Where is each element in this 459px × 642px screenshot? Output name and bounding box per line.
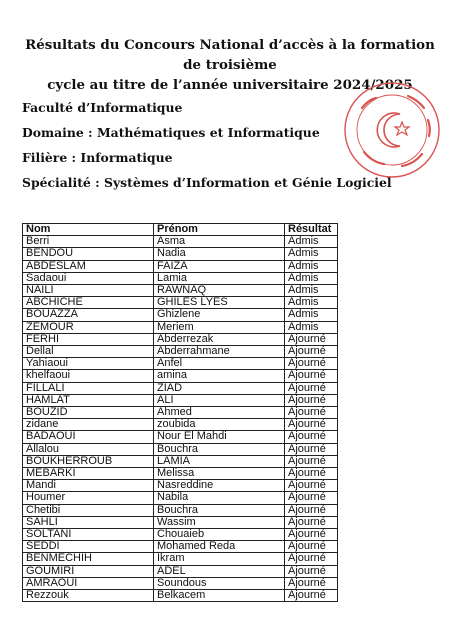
cell-resultat: Admis	[285, 248, 338, 260]
table-row	[23, 492, 338, 504]
cell-prenom: Bouchra	[154, 443, 285, 455]
cell-resultat: Ajourné	[285, 492, 338, 504]
table-row	[23, 590, 338, 602]
cell-resultat: Admis	[285, 272, 338, 284]
table-header-row	[23, 224, 338, 236]
cell-nom: Rezzouk	[23, 590, 154, 602]
cell-resultat: Ajourné	[285, 419, 338, 431]
cell-prenom: Nasreddine	[154, 480, 285, 492]
university-stamp	[342, 80, 442, 180]
table-row	[23, 468, 338, 480]
cell-nom: Dellal	[23, 346, 154, 358]
cell-resultat: Ajourné	[285, 468, 338, 480]
program-info	[22, 98, 392, 198]
cell-resultat: Ajourné	[285, 431, 338, 443]
cell-prenom: Nadia	[154, 248, 285, 260]
cell-resultat: Ajourné	[285, 529, 338, 541]
cell-nom: FERHI	[23, 333, 154, 345]
cell-prenom: Ikram	[154, 553, 285, 565]
cell-nom: ZEMOUR	[23, 321, 154, 333]
cell-prenom: FAIZA	[154, 260, 285, 272]
column-header-resultat: Résultat	[285, 224, 338, 236]
cell-prenom: Nour El Mahdi	[154, 431, 285, 443]
table-row	[23, 333, 338, 345]
cell-nom: GOUMIRI	[23, 565, 154, 577]
cell-prenom: Abderrezak	[154, 333, 285, 345]
cell-nom: BOUKHERROUB	[23, 455, 154, 467]
cell-resultat: Admis	[285, 285, 338, 297]
cell-prenom: zoubida	[154, 419, 285, 431]
cell-nom: zidane	[23, 419, 154, 431]
cell-resultat: Ajourné	[285, 382, 338, 394]
cell-prenom: Belkacem	[154, 590, 285, 602]
table-row	[23, 541, 338, 553]
cell-resultat: Ajourné	[285, 541, 338, 553]
table-row	[23, 419, 338, 431]
cell-prenom: RAWNAQ	[154, 285, 285, 297]
cell-nom: SAHLI	[23, 516, 154, 528]
table-row	[23, 431, 338, 443]
cell-resultat: Ajourné	[285, 516, 338, 528]
cell-resultat: Ajourné	[285, 504, 338, 516]
cell-resultat: Admis	[285, 297, 338, 309]
cell-nom: HAMLAT	[23, 394, 154, 406]
cell-prenom: ZIAD	[154, 382, 285, 394]
specialty-label: Spécialité : Systèmes d’Information et Génie Logiciel	[22, 175, 392, 190]
cell-nom: BENDOU	[23, 248, 154, 260]
cell-prenom: Asma	[154, 236, 285, 248]
cell-prenom: LAMIA	[154, 455, 285, 467]
cell-prenom: Nabila	[154, 492, 285, 504]
table-row	[23, 297, 338, 309]
cell-prenom: Chouaieb	[154, 529, 285, 541]
table-row	[23, 236, 338, 248]
cell-resultat: Ajourné	[285, 358, 338, 370]
cell-prenom: Ahmed	[154, 407, 285, 419]
cell-nom: ABDESLAM	[23, 260, 154, 272]
table-row	[23, 516, 338, 528]
cell-nom: BOUAZZA	[23, 309, 154, 321]
cell-resultat: Ajourné	[285, 407, 338, 419]
cell-resultat: Ajourné	[285, 553, 338, 565]
cell-nom: Houmer	[23, 492, 154, 504]
table-row	[23, 394, 338, 406]
cell-nom: ABCHICHE	[23, 297, 154, 309]
table-row	[23, 285, 338, 297]
table-row	[23, 260, 338, 272]
cell-resultat: Ajourné	[285, 565, 338, 577]
cell-nom: Mandi	[23, 480, 154, 492]
cell-nom: SEDDI	[23, 541, 154, 553]
cell-prenom: Lamia	[154, 272, 285, 284]
cell-nom: Chetibi	[23, 504, 154, 516]
table-row	[23, 455, 338, 467]
table-row	[23, 504, 338, 516]
cell-prenom: ALI	[154, 394, 285, 406]
cell-resultat: Admis	[285, 321, 338, 333]
column-header-nom: Nom	[23, 224, 154, 236]
cell-resultat: Admis	[285, 309, 338, 321]
table-row	[23, 382, 338, 394]
cell-nom: AMRAOUI	[23, 577, 154, 589]
table-row	[23, 443, 338, 455]
title-line-2: cycle au titre de l’année universitaire 2024/2025	[47, 77, 413, 93]
column-header-prenom: Prénom	[154, 224, 285, 236]
cell-nom: BADAOUI	[23, 431, 154, 443]
cell-prenom: Abderrahmane	[154, 346, 285, 358]
cell-resultat: Ajourné	[285, 394, 338, 406]
table-row	[23, 309, 338, 321]
cell-prenom: Wassim	[154, 516, 285, 528]
table-row	[23, 370, 338, 382]
cell-nom: SOLTANI	[23, 529, 154, 541]
cell-nom: FILLALI	[23, 382, 154, 394]
cell-nom: BENMECHIH	[23, 553, 154, 565]
cell-prenom: ADEL	[154, 565, 285, 577]
cell-nom: Sadaoui	[23, 272, 154, 284]
table-row	[23, 358, 338, 370]
cell-resultat: Ajourné	[285, 333, 338, 345]
cell-resultat: Admis	[285, 260, 338, 272]
cell-prenom: Meriem	[154, 321, 285, 333]
cell-resultat: Ajourné	[285, 443, 338, 455]
table-row	[23, 480, 338, 492]
cell-resultat: Ajourné	[285, 346, 338, 358]
title-line-1: Résultats du Concours National d’accès à la formation de troisième	[25, 37, 435, 73]
table-row	[23, 529, 338, 541]
table-row	[23, 321, 338, 333]
results-table	[22, 223, 338, 602]
domain-label: Domaine : Mathématiques et Informatique	[22, 125, 320, 140]
cell-prenom: Soundous	[154, 577, 285, 589]
cell-nom: BOUZID	[23, 407, 154, 419]
cell-resultat: Ajourné	[285, 455, 338, 467]
table-row	[23, 407, 338, 419]
table-row	[23, 577, 338, 589]
cell-prenom: Bouchra	[154, 504, 285, 516]
cell-nom: Berri	[23, 236, 154, 248]
cell-prenom: Ghizlene	[154, 309, 285, 321]
cell-prenom: Anfel	[154, 358, 285, 370]
table-row	[23, 565, 338, 577]
cell-resultat: Ajourné	[285, 577, 338, 589]
cell-nom: Allalou	[23, 443, 154, 455]
table-row	[23, 272, 338, 284]
cell-nom: MEBARKI	[23, 468, 154, 480]
cell-nom: khelfaoui	[23, 370, 154, 382]
cell-prenom: Melissa	[154, 468, 285, 480]
table-row	[23, 553, 338, 565]
cell-nom: Yahiaoui	[23, 358, 154, 370]
cell-prenom: GHILES LYES	[154, 297, 285, 309]
table-row	[23, 346, 338, 358]
faculty-label: Faculté d’Informatique	[22, 100, 183, 115]
cell-resultat: Ajourné	[285, 370, 338, 382]
cell-prenom: Mohamed Reda	[154, 541, 285, 553]
cell-prenom: amina	[154, 370, 285, 382]
cell-nom: NAILI	[23, 285, 154, 297]
cell-resultat: Ajourné	[285, 590, 338, 602]
field-label: Filière : Informatique	[22, 150, 173, 165]
cell-resultat: Ajourné	[285, 480, 338, 492]
cell-resultat: Admis	[285, 236, 338, 248]
table-row	[23, 248, 338, 260]
